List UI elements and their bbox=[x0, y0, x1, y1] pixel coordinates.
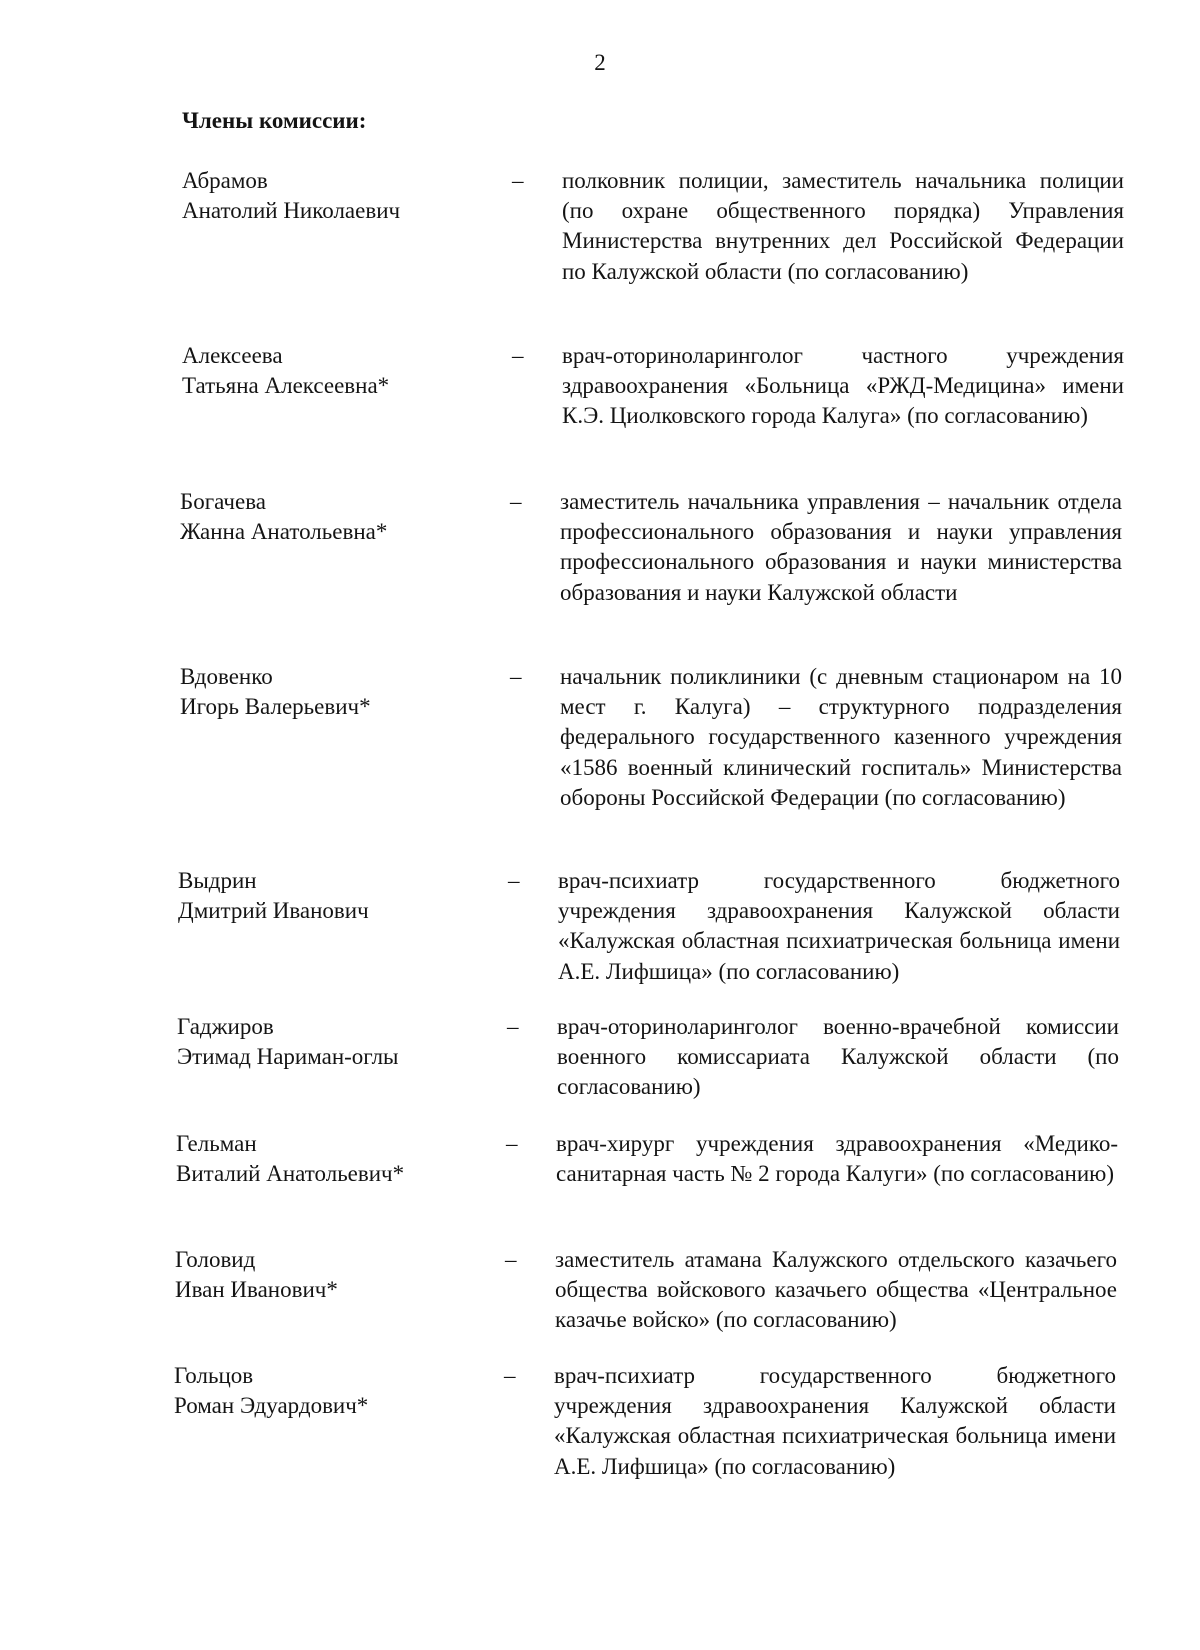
member-name bbox=[176, 1129, 496, 1189]
member-surname: Выдрин bbox=[178, 868, 257, 893]
member-position: заместитель атамана Калужского отдельского казачьего общества войскового казачьего общества «Центральное казачье войско» (по согласованию) bbox=[555, 1247, 1117, 1333]
member-name bbox=[178, 866, 498, 926]
member-surname: Гаджиров bbox=[177, 1014, 274, 1039]
member-surname: Абрамов bbox=[182, 168, 268, 193]
member-name bbox=[175, 1245, 495, 1305]
member-surname: Вдовенко bbox=[180, 664, 273, 689]
member-surname: Головид bbox=[175, 1247, 256, 1272]
member-given-names: Этимад Нариман-оглы bbox=[177, 1044, 399, 1069]
member-position: врач-хирург учреждения здравоохранения «Медико-санитарная часть № 2 города Калуги» (по согласованию) bbox=[556, 1131, 1118, 1187]
member-name bbox=[177, 1012, 497, 1072]
member-surname: Алексеева bbox=[182, 343, 283, 368]
dash-separator: – bbox=[512, 168, 524, 193]
dash-separator: – bbox=[505, 1247, 517, 1272]
member-position: врач-оториноларинголог частного учреждения здравоохранения «Больница «РЖД-Медицина» имени К.Э. Циолковского города Калуга» (по согласованию) bbox=[562, 343, 1124, 429]
member-given-names: Анатолий Николаевич bbox=[182, 198, 401, 223]
section-heading: Члены комиссии: bbox=[182, 108, 367, 133]
member-name bbox=[174, 1361, 494, 1421]
member-surname: Богачева bbox=[180, 489, 266, 514]
member-name bbox=[182, 341, 502, 401]
page-number: 2 bbox=[594, 50, 606, 75]
member-position: начальник поликлиники (с дневным стационаром на 10 мест г. Калуга) – структурного подразделения федерального государственного казенного учреждения «1586 военный клинический госпиталь» Министерства обороны Российской Федерации (по согласованию) bbox=[560, 664, 1122, 810]
dash-separator: – bbox=[506, 1131, 518, 1156]
dash-separator: – bbox=[508, 868, 520, 893]
member-given-names: Игорь Валерьевич* bbox=[180, 694, 371, 719]
member-name bbox=[182, 166, 502, 226]
dash-separator: – bbox=[510, 489, 522, 514]
member-given-names: Дмитрий Иванович bbox=[178, 898, 369, 923]
dash-separator: – bbox=[510, 664, 522, 689]
member-given-names: Жанна Анатольевна* bbox=[180, 519, 388, 544]
member-given-names: Иван Иванович* bbox=[175, 1277, 338, 1302]
member-name bbox=[180, 487, 500, 547]
member-surname: Гольцов bbox=[174, 1363, 254, 1388]
dash-separator: – bbox=[507, 1014, 519, 1039]
member-given-names: Виталий Анатольевич* bbox=[176, 1161, 405, 1186]
member-surname: Гельман bbox=[176, 1131, 257, 1156]
member-name bbox=[180, 662, 500, 722]
member-position: врач-психиатр государственного бюджетного учреждения здравоохранения Калужской области «Калужская областная психиатрическая больница имени А.Е. Лифшица» (по согласованию) bbox=[558, 868, 1120, 984]
member-position: врач-оториноларинголог военно-врачебной комиссии военного комиссариата Калужской области (по согласованию) bbox=[557, 1014, 1119, 1100]
member-position: полковник полиции, заместитель начальника полиции (по охране общественного порядка) Управления Министерства внутренних дел Российской Федерации по Калужской области (по согласованию) bbox=[562, 168, 1124, 284]
member-given-names: Татьяна Алексеевна* bbox=[182, 373, 390, 398]
dash-separator: – bbox=[504, 1363, 516, 1388]
member-position: врач-психиатр государственного бюджетного учреждения здравоохранения Калужской области «Калужская областная психиатрическая больница имени А.Е. Лифшица» (по согласованию) bbox=[554, 1363, 1116, 1479]
member-given-names: Роман Эдуардович* bbox=[174, 1393, 369, 1418]
member-position: заместитель начальника управления – начальник отдела профессионального образования и науки управления профессионального образования и науки министерства образования и науки Калужской области bbox=[560, 489, 1122, 605]
dash-separator: – bbox=[512, 343, 524, 368]
